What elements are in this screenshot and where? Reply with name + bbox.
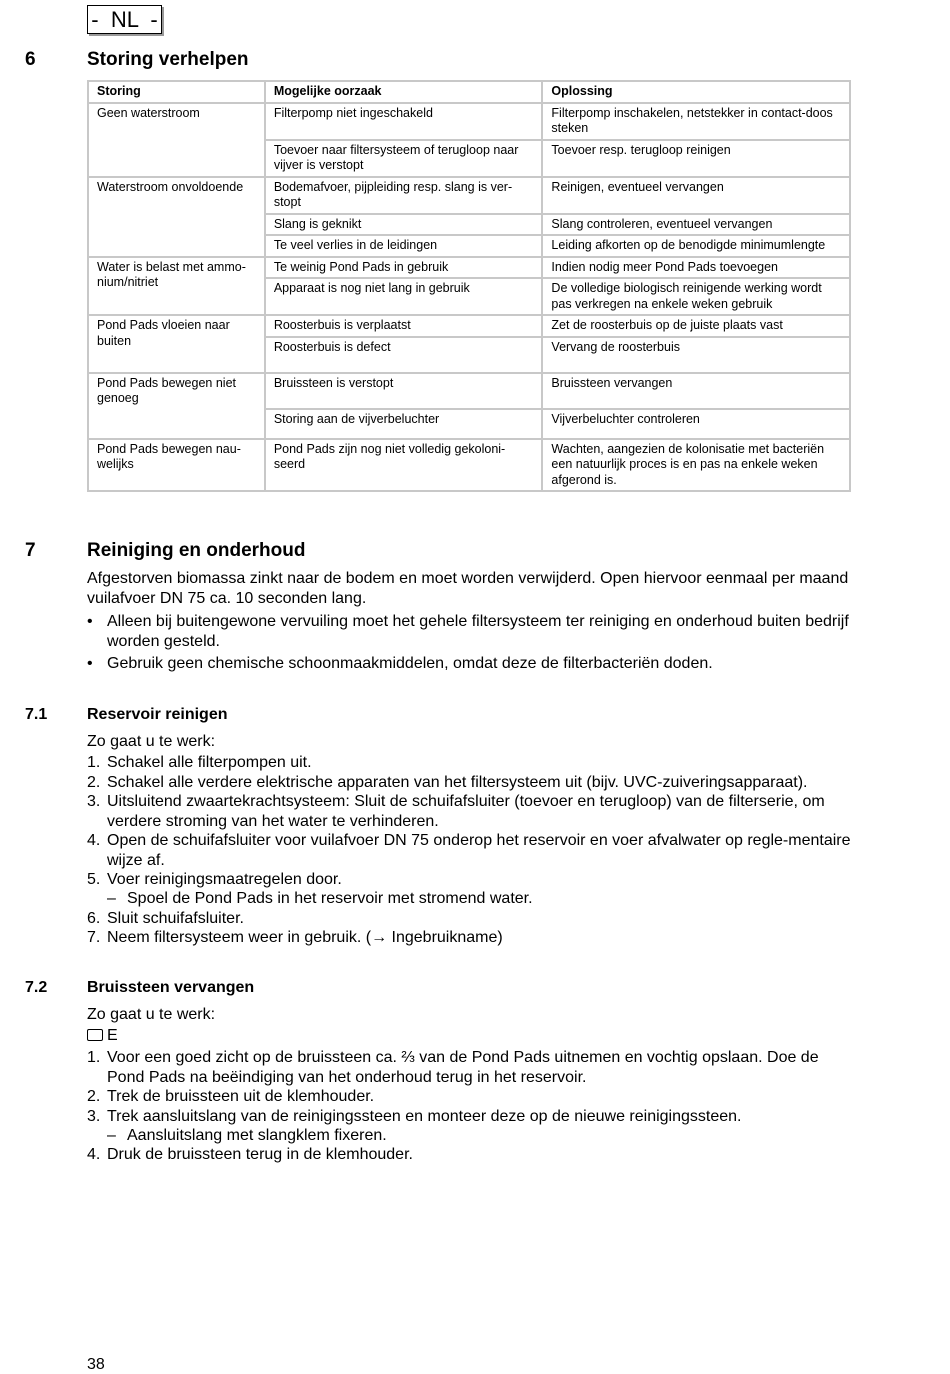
language-marker: - NL - bbox=[87, 5, 162, 34]
step-text: Schakel alle filterpompen uit. bbox=[107, 754, 312, 771]
section-title: Storing verhelpen bbox=[87, 49, 249, 70]
step-text: Trek aansluitslang van de reinigingssteen en monteer deze op de nieuwe reinigingssteen. bbox=[107, 1108, 742, 1125]
page-number: 38 bbox=[87, 1356, 105, 1373]
section-7-heading bbox=[25, 540, 725, 564]
step-text: Trek de bruissteen uit de klemhouder. bbox=[107, 1088, 375, 1105]
bullet-icon: • bbox=[87, 655, 93, 672]
section-6-heading bbox=[25, 49, 725, 73]
cell-oplossing: De volledige biologisch reinigende werking wordt pas verkregen na enkele weken gebruik bbox=[542, 278, 850, 315]
step-number: 3. bbox=[87, 793, 101, 810]
cell-oorzaak: Bruissteen is verstopt bbox=[265, 373, 543, 409]
cell-storing: Pond Pads bewegen nau-welijks bbox=[88, 439, 265, 492]
figure-reference bbox=[87, 1026, 118, 1046]
section-number: 7.1 bbox=[25, 706, 48, 723]
cell-oplossing: Indien nodig meer Pond Pads toevoegen bbox=[542, 257, 850, 279]
step-number: 4. bbox=[87, 1146, 101, 1163]
troubleshooting-table bbox=[87, 80, 851, 492]
cell-storing: Geen waterstroom bbox=[88, 103, 265, 177]
cell-oorzaak: Filterpomp niet ingeschakeld bbox=[265, 103, 543, 140]
procedure-lead: Zo gaat u te werk: bbox=[87, 1006, 216, 1023]
section-title: Reservoir reinigen bbox=[87, 706, 228, 723]
cell-oplossing: Vijverbeluchter controleren bbox=[542, 409, 850, 439]
step-number: 2. bbox=[87, 774, 101, 791]
cell-storing: Waterstroom onvoldoende bbox=[88, 177, 265, 257]
step-text: Uitsluitend zwaartekrachtsysteem: Sluit de schuifafsluiter (toevoer en terugloop) van de filterserie, om verdere stroming van het water te verhinderen. bbox=[107, 793, 825, 830]
step-number: 7. bbox=[87, 929, 101, 946]
dash-marker: – bbox=[107, 890, 116, 907]
cell-storing: Pond Pads vloeien naar buiten bbox=[88, 315, 265, 373]
section-title: Reiniging en onderhoud bbox=[87, 540, 306, 561]
section-number: 7 bbox=[25, 540, 36, 561]
cell-storing: Pond Pads bewegen niet genoeg bbox=[88, 373, 265, 439]
cell-storing: Water is belast met ammo-nium/nitriet bbox=[88, 257, 265, 316]
step-number: 4. bbox=[87, 832, 101, 849]
cell-oplossing: Slang controleren, eventueel vervangen bbox=[542, 214, 850, 236]
table-row bbox=[88, 103, 850, 140]
step-text: Open de schuifafsluiter voor vuilafvoer DN 75 onderop het reservoir en voer afvalwater op regle-mentaire wijze af. bbox=[107, 832, 851, 869]
step-number: 3. bbox=[87, 1108, 101, 1125]
bullet-icon: • bbox=[87, 613, 93, 630]
step-text: Neem filtersysteem weer in gebruik. (→ Ingebruikname) bbox=[107, 929, 503, 946]
step-number: 1. bbox=[87, 754, 101, 771]
step-text: Voer reinigingsmaatregelen door. bbox=[107, 871, 342, 888]
table-header-row bbox=[88, 81, 850, 103]
cell-oorzaak: Te weinig Pond Pads in gebruik bbox=[265, 257, 543, 279]
intro-paragraph: Afgestorven biomassa zinkt naar de bodem en moet worden verwijderd. Open hiervoor eenmaal per maand vuilafvoer DN 75 ca. 10 seconden lang. bbox=[87, 570, 849, 607]
cell-oorzaak: Bodemafvoer, pijpleiding resp. slang is ver-stopt bbox=[265, 177, 543, 214]
cell-oorzaak: Storing aan de vijverbeluchter bbox=[265, 409, 543, 439]
step-number: 5. bbox=[87, 871, 101, 888]
column-header-oorzaak: Mogelijke oorzaak bbox=[265, 81, 543, 103]
cell-oplossing: Filterpomp inschakelen, netstekker in contact-doos steken bbox=[542, 103, 850, 140]
cell-oorzaak: Pond Pads zijn nog niet volledig gekoloni-seerd bbox=[265, 439, 543, 492]
procedure-lead: Zo gaat u te werk: bbox=[87, 733, 216, 750]
cell-oorzaak: Slang is geknikt bbox=[265, 214, 543, 236]
column-header-storing: Storing bbox=[88, 81, 265, 103]
step-text: Sluit schuifafsluiter. bbox=[107, 910, 244, 927]
section-number: 7.2 bbox=[25, 979, 48, 996]
section-7-1-heading bbox=[25, 706, 725, 726]
step-number: 1. bbox=[87, 1049, 101, 1066]
substep-text: Spoel de Pond Pads in het reservoir met stromend water. bbox=[127, 890, 533, 907]
table-row bbox=[88, 439, 850, 492]
table-row bbox=[88, 315, 850, 337]
cell-oplossing: Bruissteen vervangen bbox=[542, 373, 850, 409]
cell-oorzaak: Roosterbuis is defect bbox=[265, 337, 543, 373]
step-number: 2. bbox=[87, 1088, 101, 1105]
cell-oorzaak: Roosterbuis is verplaatst bbox=[265, 315, 543, 337]
substep-text: Aansluitslang met slangklem fixeren. bbox=[127, 1127, 387, 1144]
cell-oorzaak: Te veel verlies in de leidingen bbox=[265, 235, 543, 257]
book-icon bbox=[87, 1029, 103, 1041]
section-title: Bruissteen vervangen bbox=[87, 979, 255, 996]
section-number: 6 bbox=[25, 49, 36, 70]
cell-oorzaak: Apparaat is nog niet lang in gebruik bbox=[265, 278, 543, 315]
bullet-text: Alleen bij buitengewone vervuiling moet het gehele filtersysteem ter reiniging en onderhoud buiten bedrijf worden gesteld. bbox=[107, 613, 849, 650]
table-row bbox=[88, 177, 850, 214]
cell-oplossing: Wachten, aangezien de kolonisatie met bacteriën een natuurlijk proces is en pas na enkele weken afgerond is. bbox=[542, 439, 850, 492]
cell-oplossing: Toevoer resp. terugloop reinigen bbox=[542, 140, 850, 177]
cell-oorzaak: Toevoer naar filtersysteem of terugloop naar vijver is verstopt bbox=[265, 140, 543, 177]
section-7-2-heading bbox=[25, 979, 725, 999]
cell-oplossing: Leiding afkorten op de benodigde minimumlengte bbox=[542, 235, 850, 257]
figure-letter: E bbox=[107, 1027, 118, 1044]
step-number: 6. bbox=[87, 910, 101, 927]
cell-oplossing: Reinigen, eventueel vervangen bbox=[542, 177, 850, 214]
dash-marker: – bbox=[107, 1127, 116, 1144]
bullet-text: Gebruik geen chemische schoonmaakmiddelen, omdat deze de filterbacteriën doden. bbox=[107, 655, 713, 672]
table-row bbox=[88, 373, 850, 409]
step-text: Schakel alle verdere elektrische apparaten van het filtersysteem uit (bijv. UVC-zuiveringsapparaat). bbox=[107, 774, 808, 791]
step-text: Voor een goed zicht op de bruissteen ca. ⅔ van de Pond Pads uitnemen en vochtig opslaan. Doe de Pond Pads na beëindiging van het onderhoud terug in het reservoir. bbox=[107, 1049, 819, 1086]
step-text: Druk de bruissteen terug in de klemhouder. bbox=[107, 1146, 413, 1163]
cell-oplossing: Zet de roosterbuis op de juiste plaats vast bbox=[542, 315, 850, 337]
column-header-oplossing: Oplossing bbox=[542, 81, 850, 103]
table-row bbox=[88, 257, 850, 279]
cell-oplossing: Vervang de roosterbuis bbox=[542, 337, 850, 373]
